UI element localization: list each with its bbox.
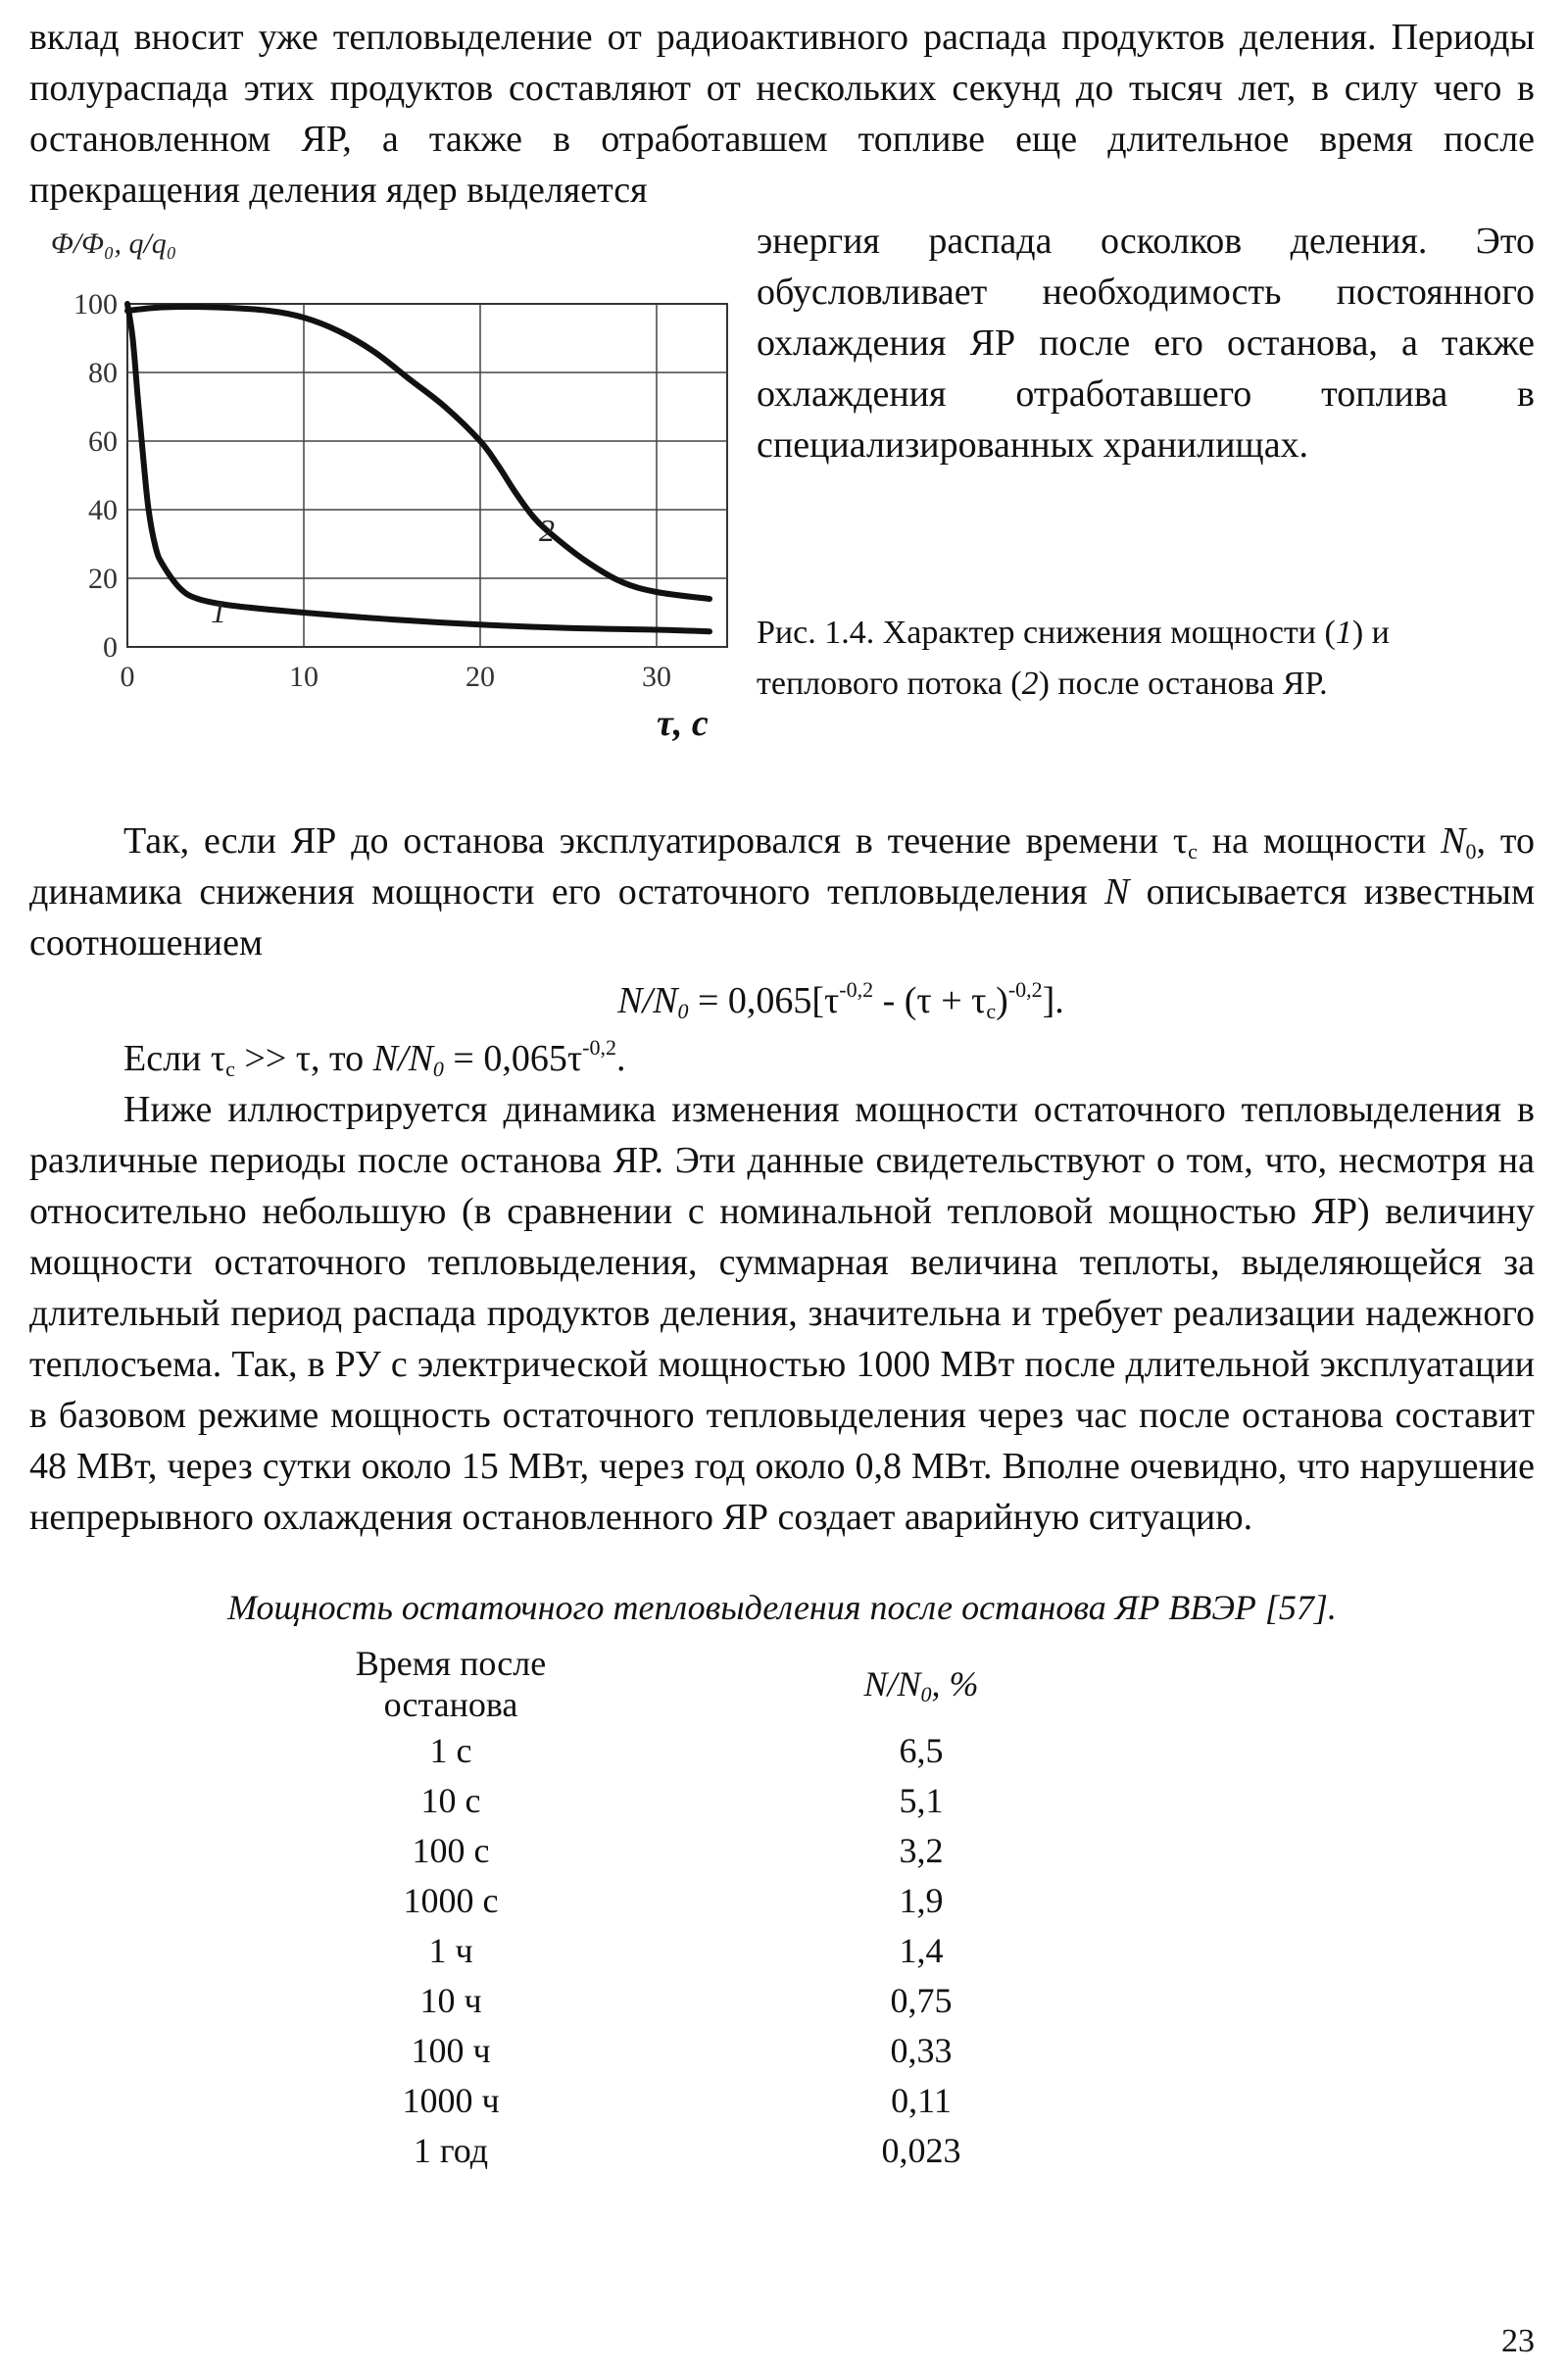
y-tick-label: 20 xyxy=(88,563,118,595)
cell-value: 6,5 xyxy=(899,1730,944,1770)
table-title: Мощность остаточного тепловыделения после останова ЯР ВВЭР [57]. xyxy=(227,1588,1337,1627)
table-row xyxy=(294,2025,1196,2075)
header-time: Время после останова xyxy=(355,1644,547,1724)
formula: $N/N_0 = 0,065[\tau^{-0,2} - (\tau + \tau_с)^{-0,2}]$. xyxy=(617,977,1064,1023)
table-row xyxy=(294,1875,1196,1925)
table-row xyxy=(294,1775,1196,1825)
chart-curves xyxy=(127,304,710,631)
cell-value: 0,11 xyxy=(891,2080,952,2120)
cell-time: 1000 ч xyxy=(402,2080,500,2120)
y-tick-label: 80 xyxy=(88,357,118,389)
table-row xyxy=(294,2125,1196,2175)
cell-time: 10 ч xyxy=(419,1980,482,2020)
cell-time: 10 с xyxy=(420,1780,481,1820)
cell-time: 1 ч xyxy=(428,1930,473,1970)
paragraph-2: Так, если ЯР до останова эксплуатировался в течение времени $\tau_с$ на мощности $N_0$, то динамика снижения мощности его остаточного тепловыделения N описывается известным соотношением xyxy=(29,820,1535,964)
y-tick-label: 0 xyxy=(103,631,118,664)
residual-heat-table xyxy=(294,1643,1196,2175)
y-tick-label: 100 xyxy=(74,288,118,321)
header-value: $N/N_0$, % xyxy=(863,1664,979,1706)
side-text xyxy=(757,216,1535,470)
cell-value: 0,023 xyxy=(881,2130,961,2170)
x-tick-label: 30 xyxy=(642,661,671,693)
x-axis-label: τ, с xyxy=(657,703,709,744)
page-number: 23 xyxy=(1501,2323,1535,2359)
page xyxy=(29,12,1535,2175)
table-row xyxy=(294,1725,1196,1775)
cell-time: 100 ч xyxy=(411,2030,491,2070)
x-tick-label: 20 xyxy=(466,661,495,693)
cell-value: 1,4 xyxy=(899,1930,944,1970)
cell-time: 1 с xyxy=(429,1730,472,1770)
side-paragraph: энергия распада осколков деления. Это обусловливает необходимость постоянного охлаждения ЯР после его останова, а также охлаждения отработавшего топлива в специализированных хранилищах. xyxy=(757,221,1535,466)
table-row xyxy=(294,1825,1196,1875)
cell-time: 1000 с xyxy=(403,1880,499,1920)
y-axis-label: Φ/Φ₀, q/q₀ xyxy=(51,227,177,260)
paragraph-top: вклад вносит уже тепловыделение от радиоактивного распада продуктов деления. Периоды полураспада этих продуктов составляют от нескольких секунд до тысяч лет, в силу чего в остановленном ЯР, а также в отработавшем топливе еще длительное время после прекращения деления ядер выделяется xyxy=(29,17,1535,211)
cell-value: 3,2 xyxy=(899,1830,944,1870)
figure-1-4 xyxy=(29,216,735,745)
y-tick-label: 40 xyxy=(88,494,118,526)
cell-time: 100 с xyxy=(412,1830,490,1870)
paragraph-3: Ниже иллюстрируется динамика изменения мощности остаточного тепловыделения в различные периоды после останова ЯР. Эти данные свидетельствуют о том, что, несмотря на относительно небольшую (в сравнении с номинальной тепловой мощностью ЯР) величину мощности остаточного тепловыделения, суммарная величина теплоты, выделяющейся за длительный период распада продуктов деления, значительна и требует реализации надежного теплосъема. Так, в РУ с электрической мощностью 1000 МВт после длительной эксплуатации в базовом режиме мощность остаточного тепловыделения через час после останова составит 48 МВт, через сутки около 15 МВт, через год около 0,8 МВт. Вполне очевидно, что нарушение непрерывного охлаждения остановленного ЯР создает аварийную ситуацию. xyxy=(29,1089,1535,1538)
x-tick-label: 0 xyxy=(120,661,135,693)
figure-caption: Рис. 1.4. Характер снижения мощности (1) и теплового потока (2) после останова ЯР. xyxy=(757,615,1390,702)
cell-value: 5,1 xyxy=(899,1780,944,1820)
x-tick-label: 10 xyxy=(289,661,318,693)
figure-block xyxy=(29,216,1535,815)
table-row xyxy=(294,2075,1196,2125)
cell-value: 1,9 xyxy=(899,1880,944,1920)
decay-chart xyxy=(29,216,735,745)
table-row xyxy=(294,1975,1196,2025)
condition-line: Если $\tau_с >> \tau$, то $N/N_0 = 0,065\tau^{-0,2}$. xyxy=(123,1035,626,1081)
curve-label-2: 2 xyxy=(539,513,555,548)
cell-time: 1 год xyxy=(413,2130,489,2170)
series-line-2 xyxy=(127,307,710,599)
curve-label-1: 1 xyxy=(211,594,226,629)
cell-value: 0,33 xyxy=(890,2030,953,2070)
table-header-row xyxy=(294,1643,1196,1725)
table-row xyxy=(294,1925,1196,1975)
cell-value: 0,75 xyxy=(890,1980,953,2020)
y-tick-label: 60 xyxy=(88,425,118,458)
